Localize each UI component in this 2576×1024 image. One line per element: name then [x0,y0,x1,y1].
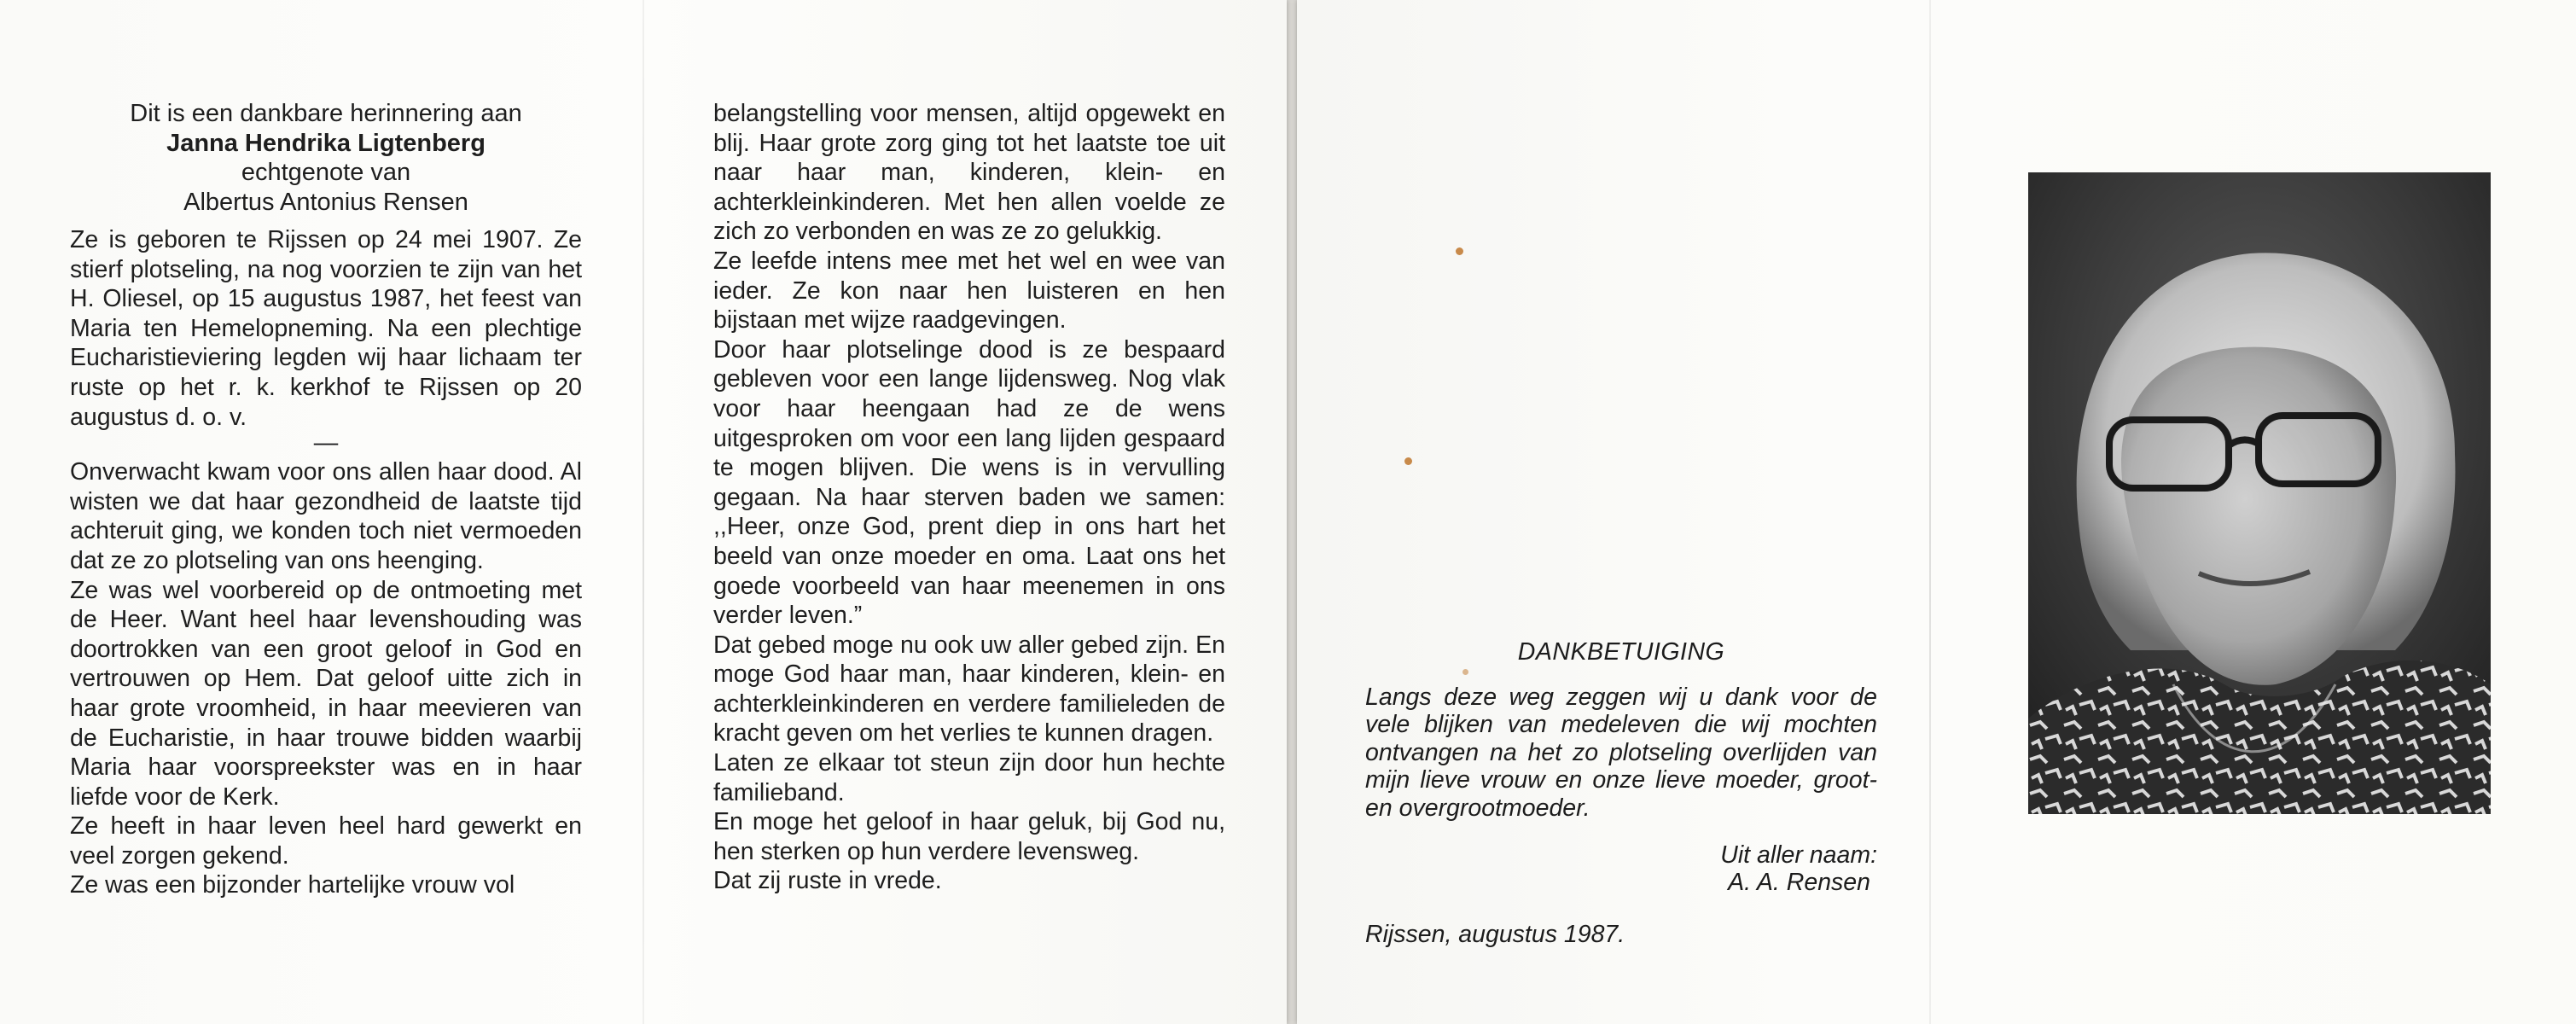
place-date: Rijssen, augustus 1987. [1365,920,1625,948]
paragraph-10: Laten ze elkaar tot steun zijn door hun hechte familieband. [713,749,1225,806]
birth-death-paragraph: Ze is geboren te Rijssen op 24 mei 1907. Ze stierf plotseling, na nog voorzien te zijn van het H. Oliesel, op 15 augustus 1987, het feest van Maria ten Hemelopneming. Na een plechtige Eucharistieviering legden wij haar lichaam ter ruste op het r. k. kerkhof te Rijssen op 20 augustus d. o. v. [70,226,582,431]
intro-block [70,99,582,217]
paragraph-3: Ze was wel voorbereid op de ontmoeting met de Heer. Want heel haar levenshouding was doortrokken van een groot geloof in God en vertrouwen op Hem. Dat geloof uitte zich in haar grote vroomheid, in haar meevieren van de Eucharistie, in haar trouwe bidden waarbij Maria haar voorspreekster was en in haar liefde voor de Kerk. [70,576,582,811]
middle-column [713,99,1225,896]
spouse-name: Albertus Antonius Rensen [183,188,468,216]
left-column [70,99,582,900]
closing-line: Dat zij ruste in vrede. [713,867,942,895]
paper-stain [1456,247,1463,255]
deceased-name: Janna Hendrika Ligtenberg [166,129,486,157]
portrait-photo [2028,172,2491,814]
card-left-panel [0,0,1287,1024]
signature-name: A. A. Rensen [1728,869,1870,897]
thanks-block [1365,638,1877,948]
paper-stain [1404,457,1412,465]
paragraph-2: Onverwacht kwam voor ons allen haar dood. Al wisten we dat haar gezondheid de laatste tijd achteruit ging, we konden toch niet vermoeden dat ze zo plotseling van ons heenging. [70,458,582,574]
thanks-heading: DANKBETUIGING [1517,638,1725,666]
fold-line [643,0,644,1024]
paragraph-8: Door haar plotselinge dood is ze bespaard gebleven voor een lange lijdensweg. Nog vlak voor haar heengaan had ze de wens uitgesproken om voor een lang lijden gespaard te mogen blijven. Die wens is in vervulling gegaan. Na haar sterven baden we samen: ,,Heer, onze God, prent diep in ons hart het beeld van onze moeder en oma. Laat ons het goede voorbeeld van haar meenemen in ons verder leven.” [713,335,1225,630]
paragraph-9: Dat gebed moge nu ook uw aller gebed zijn. En moge God haar man, haar kinderen, klein- en achterkleinkinderen en verdere familieleden de kracht geven om het verlies te kunnen dragen. [713,631,1225,748]
paragraph-5: Ze was een bijzonder hartelijke vrouw vol [70,871,515,899]
fold-line [1929,0,1931,1024]
paragraph-6: belangstelling voor mensen, altijd opgewekt en blij. Haar grote zorg ging tot het laatste toe uit naar haar man, kinderen, klein- en achterkleinkinderen. Met hen allen voelde ze zich zo verbonden en was ze zo gelukkig. [713,100,1225,246]
separator-dash: — [313,429,339,457]
intro-line: Dit is een dankbare herinnering aan [130,100,522,127]
paragraph-7: Ze leefde intens mee met het wel en wee van ieder. Ze kon naar hen luisteren en hen bijstaan met wijze raadgevingen. [713,247,1225,335]
paragraph-4: Ze heeft in haar leven heel hard gewerkt en veel zorgen gekend. [70,812,582,870]
portrait-photo-icon [2028,172,2491,814]
spouse-relation: echtgenote van [241,159,411,186]
thanks-body: Langs deze weg zeggen wij u dank voor de vele blijken van medeleven die wij mochten ontvangen na het zo plotseling overlijden van mijn lieve vrouw en onze lieve moeder, groot- en overgrootmoeder. [1365,683,1877,822]
paragraph-11: En moge het geloof in haar geluk, bij God nu, hen sterken op hun verdere levensweg. [713,808,1225,865]
signature-line-1: Uit aller naam: [1720,841,1877,869]
